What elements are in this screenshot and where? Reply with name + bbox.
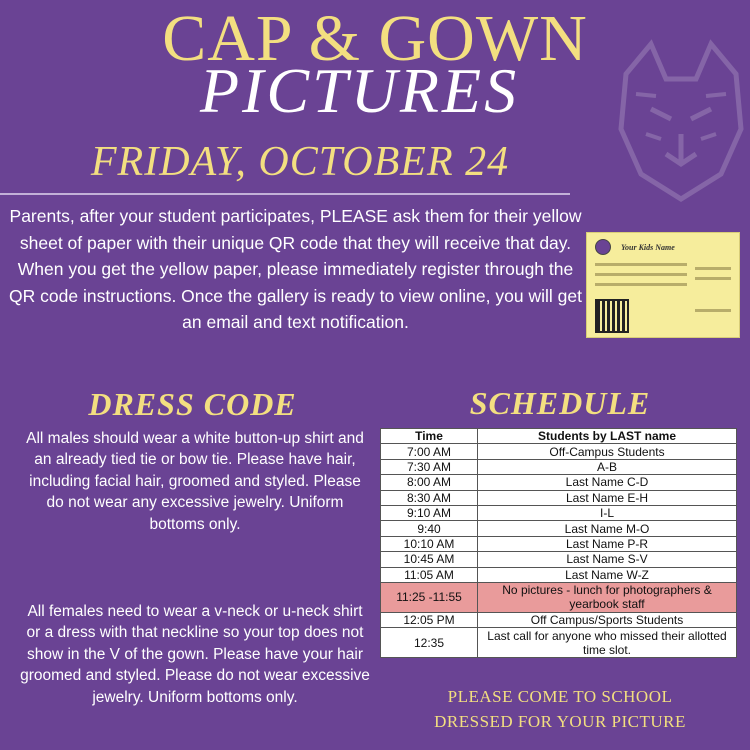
table-row [381,521,737,536]
dress-code-females: All females need to wear a v-neck or u-neck shirt or a dress with that neckline so your top does not show in the V of the gown. Please have your hair groomed and styled. Please do not wear excessive jewelry. Uniform bottoms only. [20,603,370,706]
time-cell: 9:40 [381,521,478,536]
lunch-row [381,582,737,612]
time-cell: 9:10 AM [381,505,478,520]
event-date: FRIDAY, OCTOBER 24 [90,139,510,185]
time-cell: 7:30 AM [381,459,478,474]
table-row [381,459,737,474]
time-cell: 10:10 AM [381,536,478,551]
schedule-table [380,428,737,658]
students-cell: Last Name P-R [478,536,737,551]
table-row [381,552,737,567]
header-divider [0,193,570,195]
time-cell: 11:05 AM [381,567,478,582]
time-cell: 8:30 AM [381,490,478,505]
students-cell: Last Name M-O [478,521,737,536]
students-cell: Last Name C-D [478,475,737,490]
qr-sheet-title: Your Kids Name [621,243,675,252]
dress-code-heading: DRESS CODE [88,386,297,422]
students-cell: Off Campus/Sports Students [478,612,737,627]
dress-code-males: All males should wear a white button-up shirt and an already tied tie or bow tie. Please have hair, including facial hair, groomed and styled. Please do not wear any excessive jewelry. Uniform bottoms only. [26,430,364,533]
students-cell: I-L [478,505,737,520]
time-cell: 7:00 AM [381,444,478,459]
closing-line-2: DRESSED FOR YOUR PICTURE [434,712,686,731]
closing-message [380,684,740,734]
parent-instructions: Parents, after your student participates, PLEASE ask them for their yellow sheet of paper with their unique QR code that they will receive that day. When you get the yellow paper, please immediately register through the QR code instructions. Once the gallery is ready to view online, you will get an email and text notification. [9,206,582,333]
students-cell: Off-Campus Students [478,444,737,459]
table-row [381,628,737,658]
title-pictures: PICTURES [200,55,520,126]
students-cell: Last call for anyone who missed their allotted time slot. [478,628,737,658]
time-cell: 12:35 [381,628,478,658]
schedule-header-row [381,429,737,444]
column-header-time: Time [381,429,478,444]
time-cell: 12:05 PM [381,612,478,627]
students-cell: Last Name S-V [478,552,737,567]
time-cell: 10:45 AM [381,552,478,567]
title-cap-gown: CAP & GOWN [162,2,588,75]
table-row [381,475,737,490]
time-cell: 11:25 -11:55 [381,582,478,612]
students-cell: Last Name E-H [478,490,737,505]
column-header-students: Students by LAST name [478,429,737,444]
qr-code-icon [595,299,629,333]
time-cell: 8:00 AM [381,475,478,490]
table-row [381,505,737,520]
schedule-heading: SCHEDULE [469,385,651,421]
table-row [381,612,737,627]
students-cell: Last Name W-Z [478,567,737,582]
table-row [381,567,737,582]
table-row [381,490,737,505]
students-cell: No pictures - lunch for photographers & yearbook staff [478,582,737,612]
table-row [381,536,737,551]
table-row [381,444,737,459]
yellow-qr-sheet-image [586,232,740,338]
closing-line-1: PLEASE COME TO SCHOOL [447,687,673,706]
students-cell: A-B [478,459,737,474]
school-seal-icon [595,239,611,255]
